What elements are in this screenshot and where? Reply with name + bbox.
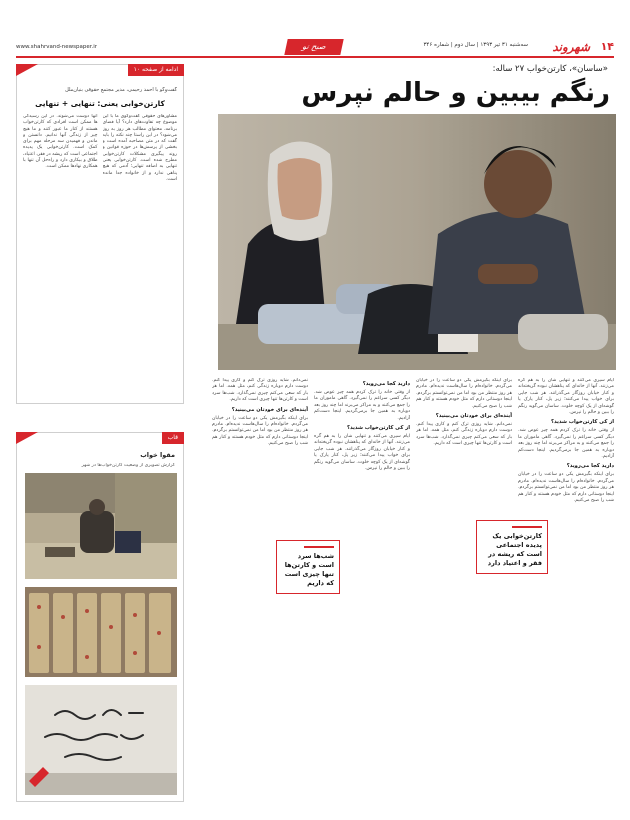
photo-frame-caption: گزارش تصویری از وضعیت کارتن‌خواب‌ها در شهر [81, 463, 175, 468]
interview-question: دارید کجا می‌روید؟ [566, 463, 614, 470]
continued-label: ادامه از صفحه ۱۰ [128, 64, 184, 76]
side-article-body [23, 87, 177, 397]
page-header [16, 38, 614, 58]
photo-cardboard-mats [25, 587, 177, 677]
article-text: برای اینکه بگیرمش یکی دو ساعت را در خیابان می‌گردم. خانواده‌ام را سال‌هاست ندیده‌ام. مادرم هر روز منتظر من بود اما من نمی‌توانستم برگردم. اینجا دوستانی دارم که مثل خودم هستند و کنار هم شب را صبح می‌کنیم. [416, 378, 512, 409]
side-article-headline: کارتن‌خوابی یعنی: تنهایی + تنهایی [35, 99, 165, 108]
article-kicker: «ساسان»، کارتن‌خواب ۲۷ ساله: [492, 64, 608, 74]
side-article-kicker: گفت‌وگو با احمد رحیمی، مدیر مجتمع حقوقی بنیان‌ملل [65, 87, 177, 93]
interview-question: از کی کارتن‌خواب شدید؟ [550, 419, 614, 426]
article-text: نمی‌دانم. شاید روزی ترک کنم و کاری پیدا کنم. دوست دارم دوباره زندگی کنم، مثل همه. اما هر بار که سعی می‌کنم چیزی نمی‌گذارد. شب‌ها سرد است و کارتن‌ها تنها چیزی است که داریم. [416, 422, 512, 447]
issue-info: سه‌شنبه ۳۱ تیر ۱۳۹۳ | سال دوم | شماره ۳۴۶ [423, 42, 528, 48]
corner-accent [16, 64, 38, 76]
photo-frame-title: مقوا خواب [140, 451, 175, 459]
side-col-right: مشاورهای حقوقی گفت‌وگوی ما با این موضوع چه تفاوت‌های دارد؟ آیا فضای برنامه، محتوای مطالب هر روز به روز می‌شود؟ در این راستا چند نکته را باید گفت که در متن مصاحبه آمده است و بخشی از پرسش‌ها در حوزه قوانین و روند پیگیری مشکلات کارتن‌خوابی مطرح شده است. کارتن‌خوابی یعنی تنهایی به اضافه تنهایی؛ آدمی که هیچ پناهی ندارد و از خانواده جدا مانده است. [102, 114, 177, 182]
article-text: نمی‌دانم. شاید روزی ترک کنم و کاری پیدا کنم. دوست دارم دوباره زندگی کنم، مثل همه. اما هر بار که سعی می‌کنم چیزی نمی‌گذارد. شب‌ها سرد است و کارتن‌ها تنها چیزی است که داریم. [212, 378, 308, 403]
interview-question: آینده‌ای برای خودتان می‌بینید؟ [231, 406, 308, 413]
interview-question: دارید کجا می‌روید؟ [362, 381, 410, 387]
paper-logo: شهروند [552, 40, 590, 54]
section-badge: صبح نو [284, 39, 343, 55]
side-col-left: آنها دوست می‌شوند. در این رسیدگی ها ممکن است افرادی که کارتن‌خواب هستند از کنار ما عبور کنند و ما هیچ چیز از زندگی آنها ندانیم. دانستن و ماندن و فهمیدن سه مرحله مهم برای کمک است. کارتن‌خوابی یک پدیده اجتماعی است که ریشه در فقر، اعتیاد، طلاق و بیکاری دارد و راه‌حل آن تنها با همکاری نهادها ممکن است. [23, 114, 98, 170]
article-column-2 [416, 378, 512, 798]
interview-question: از کی کارتن‌خواب شدید؟ [346, 425, 410, 432]
side-article-columns [23, 114, 177, 414]
photo-graffiti-wall [25, 685, 177, 795]
interview-question: آینده‌ای برای خودتان می‌بینید؟ [435, 413, 512, 420]
article-text: از وقتی خانه را ترک کردم همه چیز عوض شد. دیگر کسی سراغم را نمی‌گیرد. گاهی ماموران ما را جمع می‌کنند و به مراکز می‌برند اما چند روز بعد دوباره به همین جا برمی‌گردیم. اینجا دست‌کم آزادیم. [518, 428, 614, 460]
article-text: از وقتی خانه را ترک کردم همه چیز عوض شد. دیگر کسی سراغم را نمی‌گیرد. گاهی ماموران ما را جمع می‌کنند و به مراکز می‌برند اما چند روز بعد دوباره به همین جا برمی‌گردیم. اینجا دست‌کم آزادیم. [314, 390, 410, 421]
article-text: ایام سپری می‌کنند و تنهایی شان را به هم گره می‌زنند. آنها از خانه‌ای که پناهشان نبوده گریخته‌اند و کنار خیابان روزگار می‌گذرانند. هر شب جایی برای خواب پیدا می‌کنند؛ زیر پل، کنار پارک یا گوشه‌ای از یک کوچه خلوت. ساسان می‌گوید رنگم را ببین و حالم را نپرس. [314, 434, 410, 472]
frame-label: قاب [162, 432, 184, 444]
quote-rule [304, 546, 334, 548]
pull-quote-text: شب‌ها سرد است و کارتن‌ها تنها چیزی است که داریم [284, 552, 334, 587]
photo-sleeping-man [25, 473, 177, 579]
corner-accent [16, 432, 38, 444]
hero-photo [218, 114, 616, 370]
article-text: برای اینکه بگیرمش یکی دو ساعت را در خیابان می‌گردم. خانواده‌ام را سال‌هاست ندیده‌ام. مادرم هر روز منتظر من بود اما من نمی‌توانستم برگردم. اینجا دوستانی دارم که مثل خودم هستند و کنار هم شب را صبح می‌کنیم. [518, 472, 614, 504]
photo-frame-box [16, 432, 184, 802]
pull-quote [276, 540, 340, 594]
article-text: ایام سپری می‌کنند و تنهایی شان را به هم گره می‌زنند. آنها از خانه‌ای که پناهشان نبوده گریخته‌اند و کنار خیابان روزگار می‌گذرانند. هر شب جایی برای خواب پیدا می‌کنند؛ زیر پل، کنار پارک یا گوشه‌ای از یک کوچه خلوت. ساسان می‌گوید رنگم را ببین و حالم را نپرس. [518, 378, 614, 416]
article-column-1 [518, 378, 614, 798]
pull-quote [476, 520, 548, 574]
page-number: ۱۴ [600, 40, 614, 53]
article-headline: رنگم بیبین و حالم نپرس [301, 78, 610, 108]
article-text: برای اینکه بگیرمش یکی دو ساعت را در خیابان می‌گردم. خانواده‌ام را سال‌هاست ندیده‌ام. مادرم هر روز منتظر من بود اما من نمی‌توانستم برگردم. اینجا دوستانی دارم که مثل خودم هستند و کنار هم شب را صبح می‌کنیم. [212, 415, 308, 447]
website-link[interactable]: www.shahrvand-newspaper.ir [16, 44, 98, 50]
side-article [16, 64, 184, 404]
quote-rule [512, 526, 542, 528]
pull-quote-text: کارتن‌خوابی یک پدیده اجتماعی است که ریشه در فقر و اعتیاد دارد [487, 532, 542, 567]
